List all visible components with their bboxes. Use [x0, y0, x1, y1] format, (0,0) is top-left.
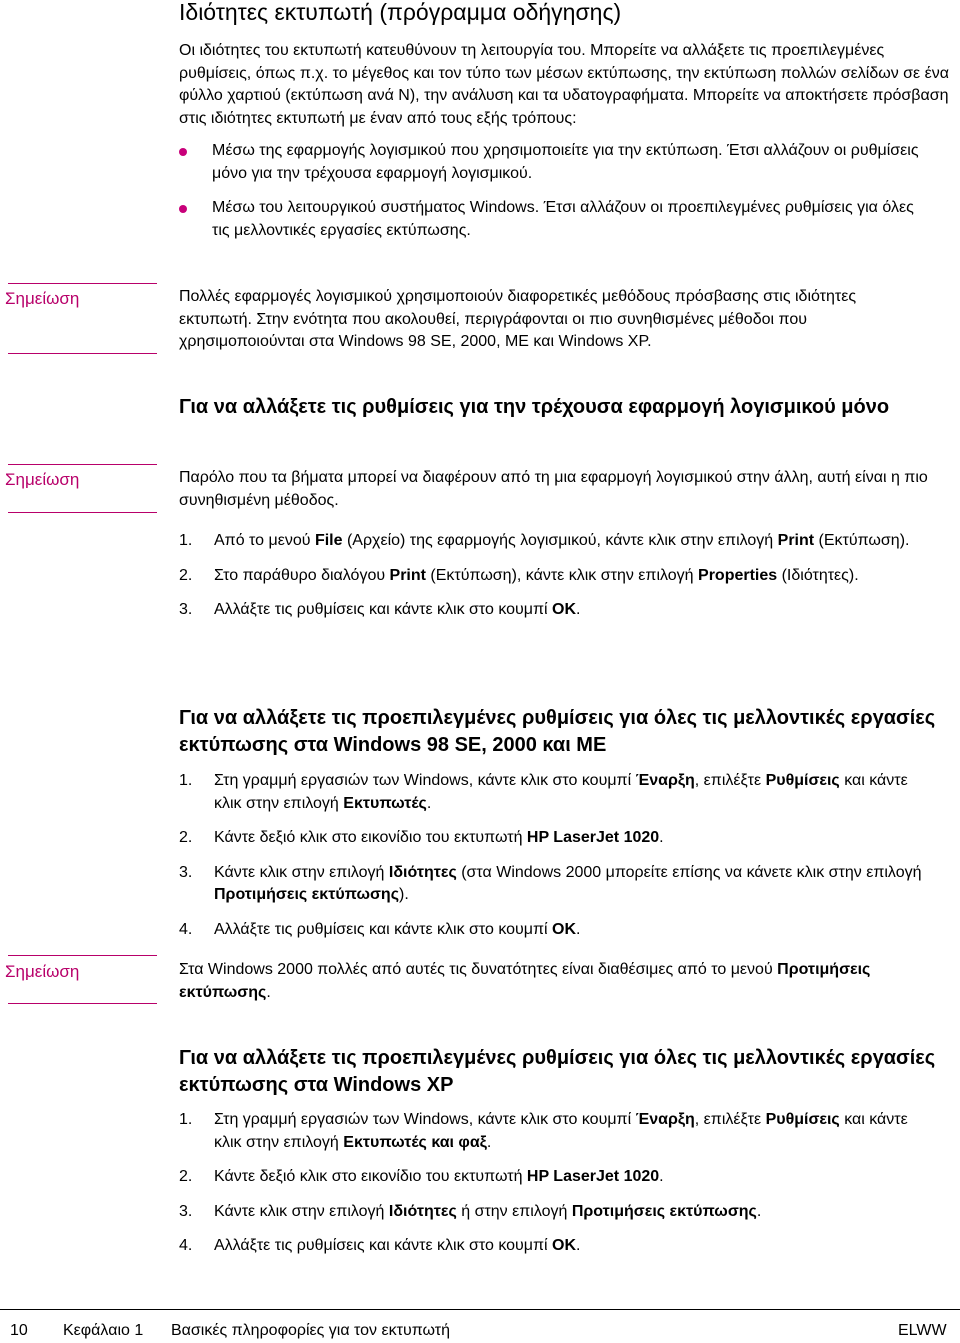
list-item: 2. Στο παράθυρο διαλόγου Print (Εκτύπωση), κάντε κλικ στην επιλογή Properties (Ιδιότητες).: [179, 565, 924, 588]
step-number: 4.: [179, 1237, 193, 1254]
steps-list: [179, 530, 924, 634]
note-label: Σημείωση: [5, 289, 80, 308]
note-text: Πολλές εφαρμογές λογισμικού χρησιμοποιούν διαφορετικές μεθόδους πρόσβασης στις ιδιότητες εκτυπωτή. Στην ενότητα που ακολουθεί, περιγράφονται οι πιο συνηθισμένες μέθοδοι που χρησιμοποιούνται στα Windows 98 SE, 2000, ME και Windows XP.: [179, 288, 857, 350]
document-code: ELWW: [898, 1322, 947, 1339]
step-number: 3.: [179, 863, 193, 881]
page-number: 10: [10, 1322, 28, 1339]
list-item: 1. Από το μενού File (Αρχείο) της εφαρμογής λογισμικού, κάντε κλικ στην επιλογή Print (Εκτύπωση).: [179, 530, 924, 553]
note-label: Σημείωση: [5, 962, 80, 981]
bullet-icon: [179, 205, 187, 213]
note-label: Σημείωση: [5, 470, 80, 489]
step-number: 3.: [179, 601, 193, 618]
intro-block: [179, 40, 959, 254]
chapter-title: Βασικές πληροφορίες για τον εκτυπωτή: [171, 1322, 450, 1339]
step-number: 3.: [179, 1202, 193, 1220]
list-item: 4. Αλλάξτε τις ρυθμίσεις και κάντε κλικ στο κουμπί OK.: [179, 919, 939, 942]
bullet-list: [179, 140, 959, 242]
section-heading: Για να αλλάξετε τις προεπιλεγμένες ρυθμίσεις για όλες τις μελλοντικές εργασίες εκτύπωσης στα Windows XP: [179, 1047, 936, 1096]
step-number: 1.: [179, 532, 193, 549]
list-item: 2. Κάντε δεξιό κλικ στο εικονίδιο του εκτυπωτή HP LaserJet 1020.: [179, 827, 939, 850]
list-item: Μέσω του λειτουργικού συστήματος Windows. Έτσι αλλάζουν οι προεπιλεγμένες ρυθμίσεις για όλες τις μελλοντικές εργασίες εκτύπωσης.: [179, 197, 932, 242]
list-item: 1. Στη γραμμή εργασιών των Windows, κάντε κλικ στο κουμπί Έναρξη, επιλέξτε Ρυθμίσεις και κάντε κλικ στην επιλογή Εκτυπωτές.: [179, 772, 908, 812]
note-rule-top: [8, 464, 157, 465]
step-number: 1.: [179, 772, 193, 789]
step-number: 2.: [179, 829, 193, 846]
note-text: Στα Windows 2000 πολλές από αυτές τις δυνατότητες είναι διαθέσιμες από το μενού Προτιμήσεις εκτύπωσης.: [179, 961, 871, 1001]
steps-list: [179, 1109, 939, 1270]
list-item: Μέσω της εφαρμογής λογισμικού που χρησιμοποιείτε για την εκτύπωση. Έτσι αλλάζουν οι ρυθμίσεις μόνο για την τρέχουσα εφαρμογή λογισμικού.: [179, 140, 952, 185]
note-text: Παρόλο που τα βήματα μπορεί να διαφέρουν από τη μια εφαρμογή λογισμικού στην άλλη, αυτή είναι η πιο συνηθισμένη μέθοδος.: [179, 469, 928, 509]
section-heading: Για να αλλάξετε τις προεπιλεγμένες ρυθμίσεις για όλες τις μελλοντικές εργασίες εκτύπωσης στα Windows 98 SE, 2000 και ME: [179, 707, 936, 756]
page-title: Ιδιότητες εκτυπωτή (πρόγραμμα οδήγησης): [179, 0, 622, 25]
note-rule-bottom: [8, 1003, 157, 1004]
intro-paragraph: Οι ιδιότητες του εκτυπωτή κατευθύνουν τη λειτουργία του. Μπορείτε να αλλάξετε τις προεπιλεγμένες ρυθμίσεις, όπως π.χ. το μέγεθος και τον τύπο των μέσων εκτύπωσης, την εκτύπωση πολλών σελίδων σε ένα φύλλο χαρτιού (εκτύπωση ανά Ν), την ανάλυση και τα υδατογραφήματα. Μπορείτε να αποκτήσετε πρόσβαση στις ιδιότητες εκτυπωτή με έναν από τους εξής τρόπους:: [179, 42, 949, 127]
list-item: 3. Κάντε κλικ στην επιλογή Ιδιότητες ή στην επιλογή Προτιμήσεις εκτύπωσης.: [179, 1201, 939, 1224]
step-number: 2.: [179, 566, 193, 584]
list-item: 4. Αλλάξτε τις ρυθμίσεις και κάντε κλικ στο κουμπί OK.: [179, 1235, 939, 1258]
list-item: 3. Κάντε κλικ στην επιλογή Ιδιότητες (στα Windows 2000 μπορείτε επίσης να κάνετε κλικ στην επιλογή Προτιμήσεις εκτύπωσης).: [179, 863, 922, 903]
section-heading: Για να αλλάξετε τις ρυθμίσεις για την τρέχουσα εφαρμογή λογισμικού μόνο: [179, 396, 890, 418]
note-rule-bottom: [8, 353, 157, 354]
list-item: 3. Αλλάξτε τις ρυθμίσεις και κάντε κλικ στο κουμπί OK.: [179, 599, 924, 622]
bullet-icon: [179, 148, 187, 156]
note-rule-top: [8, 955, 157, 956]
note-rule-bottom: [8, 512, 157, 513]
steps-list: [179, 770, 939, 953]
list-item: 1. Στη γραμμή εργασιών των Windows, κάντε κλικ στο κουμπί Έναρξη, επιλέξτε Ρυθμίσεις και κάντε κλικ στην επιλογή Εκτυπωτές και φαξ.: [179, 1111, 908, 1151]
step-number: 1.: [179, 1111, 193, 1128]
note-rule-top: [8, 283, 157, 284]
step-number: 4.: [179, 920, 193, 938]
step-number: 2.: [179, 1168, 193, 1185]
footer-rule: [0, 1309, 960, 1310]
chapter-label: Κεφάλαιο 1: [63, 1322, 144, 1339]
list-item: 2. Κάντε δεξιό κλικ στο εικονίδιο του εκτυπωτή HP LaserJet 1020.: [179, 1166, 939, 1189]
